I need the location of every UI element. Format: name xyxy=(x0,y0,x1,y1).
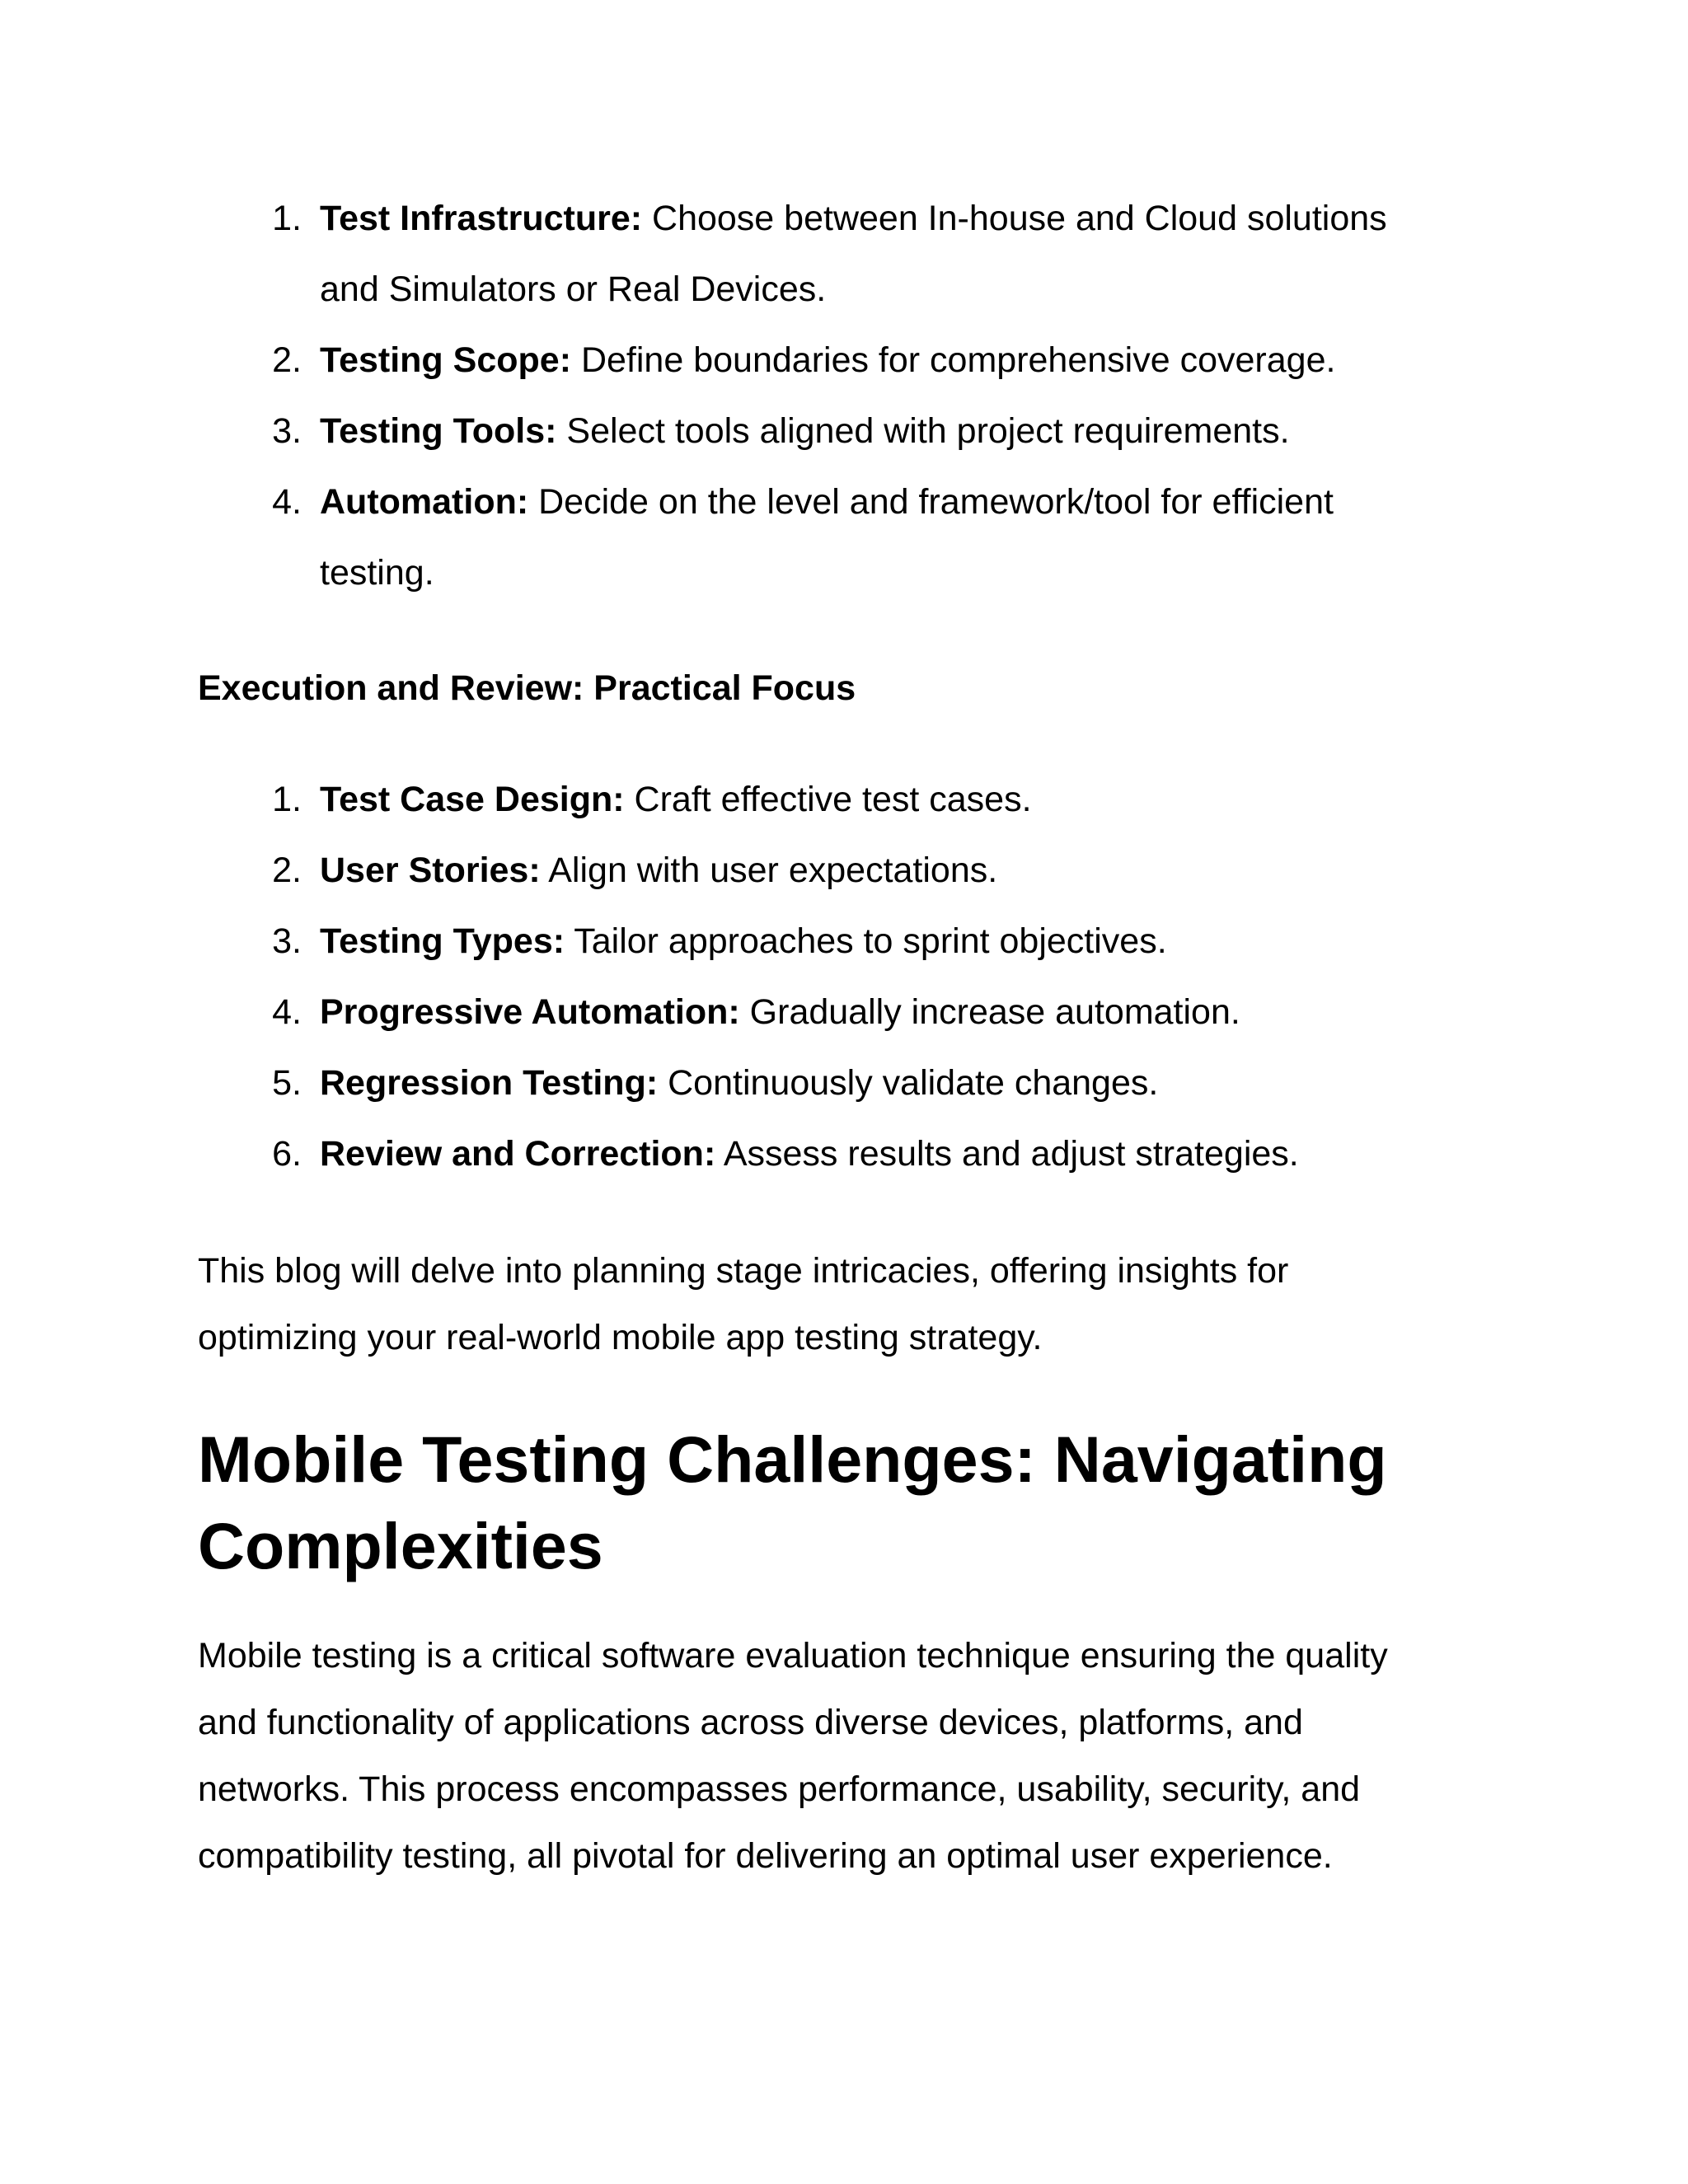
list-text: Continuously validate changes. xyxy=(658,1063,1159,1103)
list-text: Align with user expectations. xyxy=(540,851,998,890)
list-text: Gradually increase automation. xyxy=(739,992,1240,1032)
list-term: User Stories: xyxy=(320,851,541,890)
paragraph-line: This blog will delve into planning stage intricacies, offering insights for xyxy=(198,1251,1289,1291)
section-title-line: Mobile Testing Challenges: Navigating xyxy=(198,1422,1387,1496)
list-term: Test Case Design: xyxy=(320,780,625,819)
list-item xyxy=(198,325,1500,396)
list-number: 2. xyxy=(272,340,302,380)
list-term: Progressive Automation: xyxy=(320,992,740,1032)
planning-list xyxy=(198,183,1500,608)
paragraph-line: compatibility testing, all pivotal for delivering an optimal user experience. xyxy=(198,1836,1333,1876)
section-title-line: Complexities xyxy=(198,1509,603,1582)
list-term: Test Infrastructure: xyxy=(320,199,643,238)
section-paragraph xyxy=(198,1623,1484,1890)
list-term: Automation: xyxy=(320,482,529,522)
execution-heading: Execution and Review: Practical Focus xyxy=(198,668,856,708)
list-term: Regression Testing: xyxy=(320,1063,659,1103)
paragraph-line: networks. This process encompasses performance, usability, security, and xyxy=(198,1769,1361,1809)
list-text: Decide on the level and framework/tool for efficient xyxy=(528,482,1334,522)
list-item xyxy=(198,835,1500,906)
list-number: 4. xyxy=(272,482,302,522)
list-item xyxy=(198,764,1500,835)
list-term: Review and Correction: xyxy=(320,1134,716,1174)
list-text: Define boundaries for comprehensive coverage. xyxy=(571,340,1336,380)
list-text-continued: testing. xyxy=(320,553,434,593)
list-text: Choose between In-house and Cloud solutions xyxy=(642,199,1387,238)
section-title xyxy=(198,1416,1484,1589)
list-number: 3. xyxy=(272,411,302,451)
paragraph-line: optimizing your real-world mobile app testing strategy. xyxy=(198,1318,1043,1357)
list-text: Craft effective test cases. xyxy=(624,780,1032,819)
list-number: 2. xyxy=(272,851,302,890)
paragraph-line: and functionality of applications across diverse devices, platforms, and xyxy=(198,1703,1303,1742)
list-text-continued: and Simulators or Real Devices. xyxy=(320,269,827,309)
list-number: 5. xyxy=(272,1063,302,1103)
list-term: Testing Types: xyxy=(320,921,565,961)
list-text: Tailor approaches to sprint objectives. xyxy=(565,921,1167,961)
list-item xyxy=(198,396,1500,466)
list-term: Testing Tools: xyxy=(320,411,557,451)
list-number: 6. xyxy=(272,1134,302,1174)
paragraph-line: Mobile testing is a critical software evaluation technique ensuring the quality xyxy=(198,1636,1388,1675)
list-number: 3. xyxy=(272,921,302,961)
list-item xyxy=(198,906,1500,977)
list-item xyxy=(198,1047,1500,1118)
list-text: Select tools aligned with project requirements. xyxy=(556,411,1290,451)
list-number: 4. xyxy=(272,992,302,1032)
list-item xyxy=(198,1118,1500,1189)
intro-paragraph xyxy=(198,1238,1484,1371)
list-item xyxy=(198,466,1500,608)
list-text: Assess results and adjust strategies. xyxy=(715,1134,1299,1174)
list-number: 1. xyxy=(272,199,302,238)
list-item xyxy=(198,977,1500,1047)
execution-list xyxy=(198,764,1500,1189)
list-item xyxy=(198,183,1500,325)
list-term: Testing Scope: xyxy=(320,340,572,380)
list-number: 1. xyxy=(272,780,302,819)
